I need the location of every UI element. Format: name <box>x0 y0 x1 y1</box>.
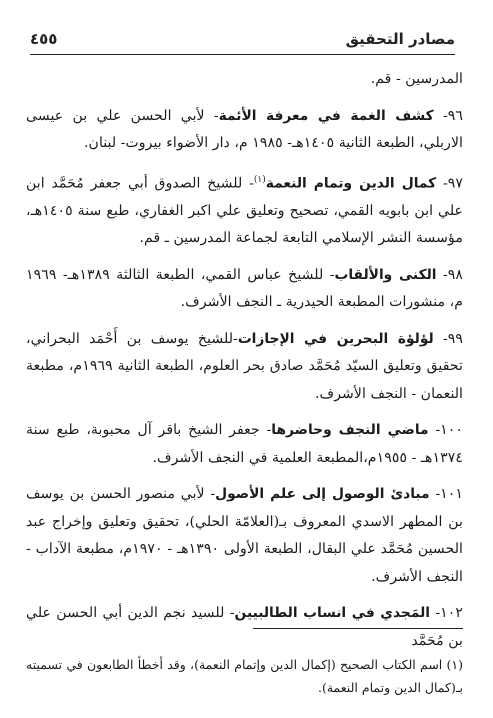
entry-title: كشف الغمة في معرفة الأئمة <box>218 107 434 124</box>
entry-details: - للسيد نجم الدين أبي الحسن علي بن مُحَمَّد <box>26 605 463 649</box>
entry-title: لؤلؤة البحرين في الإجازات <box>237 330 434 347</box>
bibliography-list <box>26 66 463 664</box>
entry-number: ٩٩- <box>442 330 463 347</box>
footnote-ref[interactable]: (١) <box>253 174 266 185</box>
bibliography-entry-101 <box>26 481 463 591</box>
page-number: ٤٥٥ <box>30 30 58 48</box>
running-title: مصادر التحقيق <box>345 30 455 48</box>
entry-title: ماضي النجف وحاضرها <box>271 422 429 439</box>
entry-title: كمال الدين وتمام النعمة <box>265 175 437 192</box>
entry-details: - للشيخ الصدوق أبي جعفر مُحَمَّد ابن علي ابن بابويه القمي، تصحيح وتعليق علي اكبر الغفاري، طبع سنة ١٤٠٥هـ، مؤسسة النشر الإسلامي التابعة لجماعة المدرسين ـ قم. <box>26 175 463 247</box>
entry-number: ١٠١- <box>435 486 463 503</box>
entry-number: ٩٦- <box>442 107 463 124</box>
entry-number: ٩٧- <box>442 175 463 192</box>
continuation-line: المدرسين - قم. <box>370 71 463 87</box>
entry-title: المَجدي في انساب الطالبيين <box>234 605 431 622</box>
footnote: (١) اسم الكتاب الصحيح (إكمال الدين وإتمام النعمة)، وقد أخطأ الطابعون في تسميته بـ(كمال الدين وتمام النعمة). <box>26 656 463 695</box>
entry-details: - للشيخ عباس القمي، الطبعة الثالثة ١٣٨٩هـ- ١٩٦٩ م، منشورات المطبعة الحيدرية ـ النجف الأشرف. <box>26 266 463 311</box>
page-header <box>30 28 455 50</box>
entry-details: - جعفر الشيخ باقر آل محبوبة، طبع سنة ١٣٧٤هـ - ١٩٥٥م،المطبعة العلمية في النجف الأشرف. <box>26 422 463 466</box>
entry-number: ٩٨- <box>442 266 463 283</box>
footnote-divider <box>253 628 463 629</box>
bibliography-entry-100 <box>26 417 463 472</box>
entry-details: - لأبي الحسن علي بن عيسى الاربلي، الطبعة الثانية ١٤٠٥هـ- ١٩٨٥ م، دار الأضواء بيروت- لبنان. <box>26 107 463 151</box>
header-divider <box>30 54 455 55</box>
entry-number: ١٠٠- <box>435 422 463 439</box>
bibliography-entry-97 <box>26 167 463 253</box>
entry-details: - لأبي منصور الحسن بن يوسف بن المطهر الاسدي المعروف بـ(العلامّة الحلي)، تحقيق وتعليق وإخراج عبد الحسين مُحَمَّد علي البقال، الطبعة الأولى ١٣٩٠هـ - ١٩٧٠م، مطبعة الآداب - النجف الأشرف. <box>26 486 463 585</box>
bibliography-entry-98 <box>26 262 463 317</box>
entry-details: -للشيخ يوسف بن أَحْمَد البحراني، تحقيق وتعليق السيّد مُحَمَّد صادق بحر العلوم، الطبعة الثانية ١٩٦٩م، مطبعة النعمان - النجف الأشرف. <box>26 330 463 402</box>
entry-number: ١٠٢- <box>435 605 463 622</box>
bibliography-entry-96 <box>26 103 463 158</box>
entry-title: الكنى والألقاب <box>334 266 437 283</box>
entry-title: مبادئ الوصول إلى علم الأصول <box>215 486 430 503</box>
bibliography-entry-99 <box>26 326 463 409</box>
